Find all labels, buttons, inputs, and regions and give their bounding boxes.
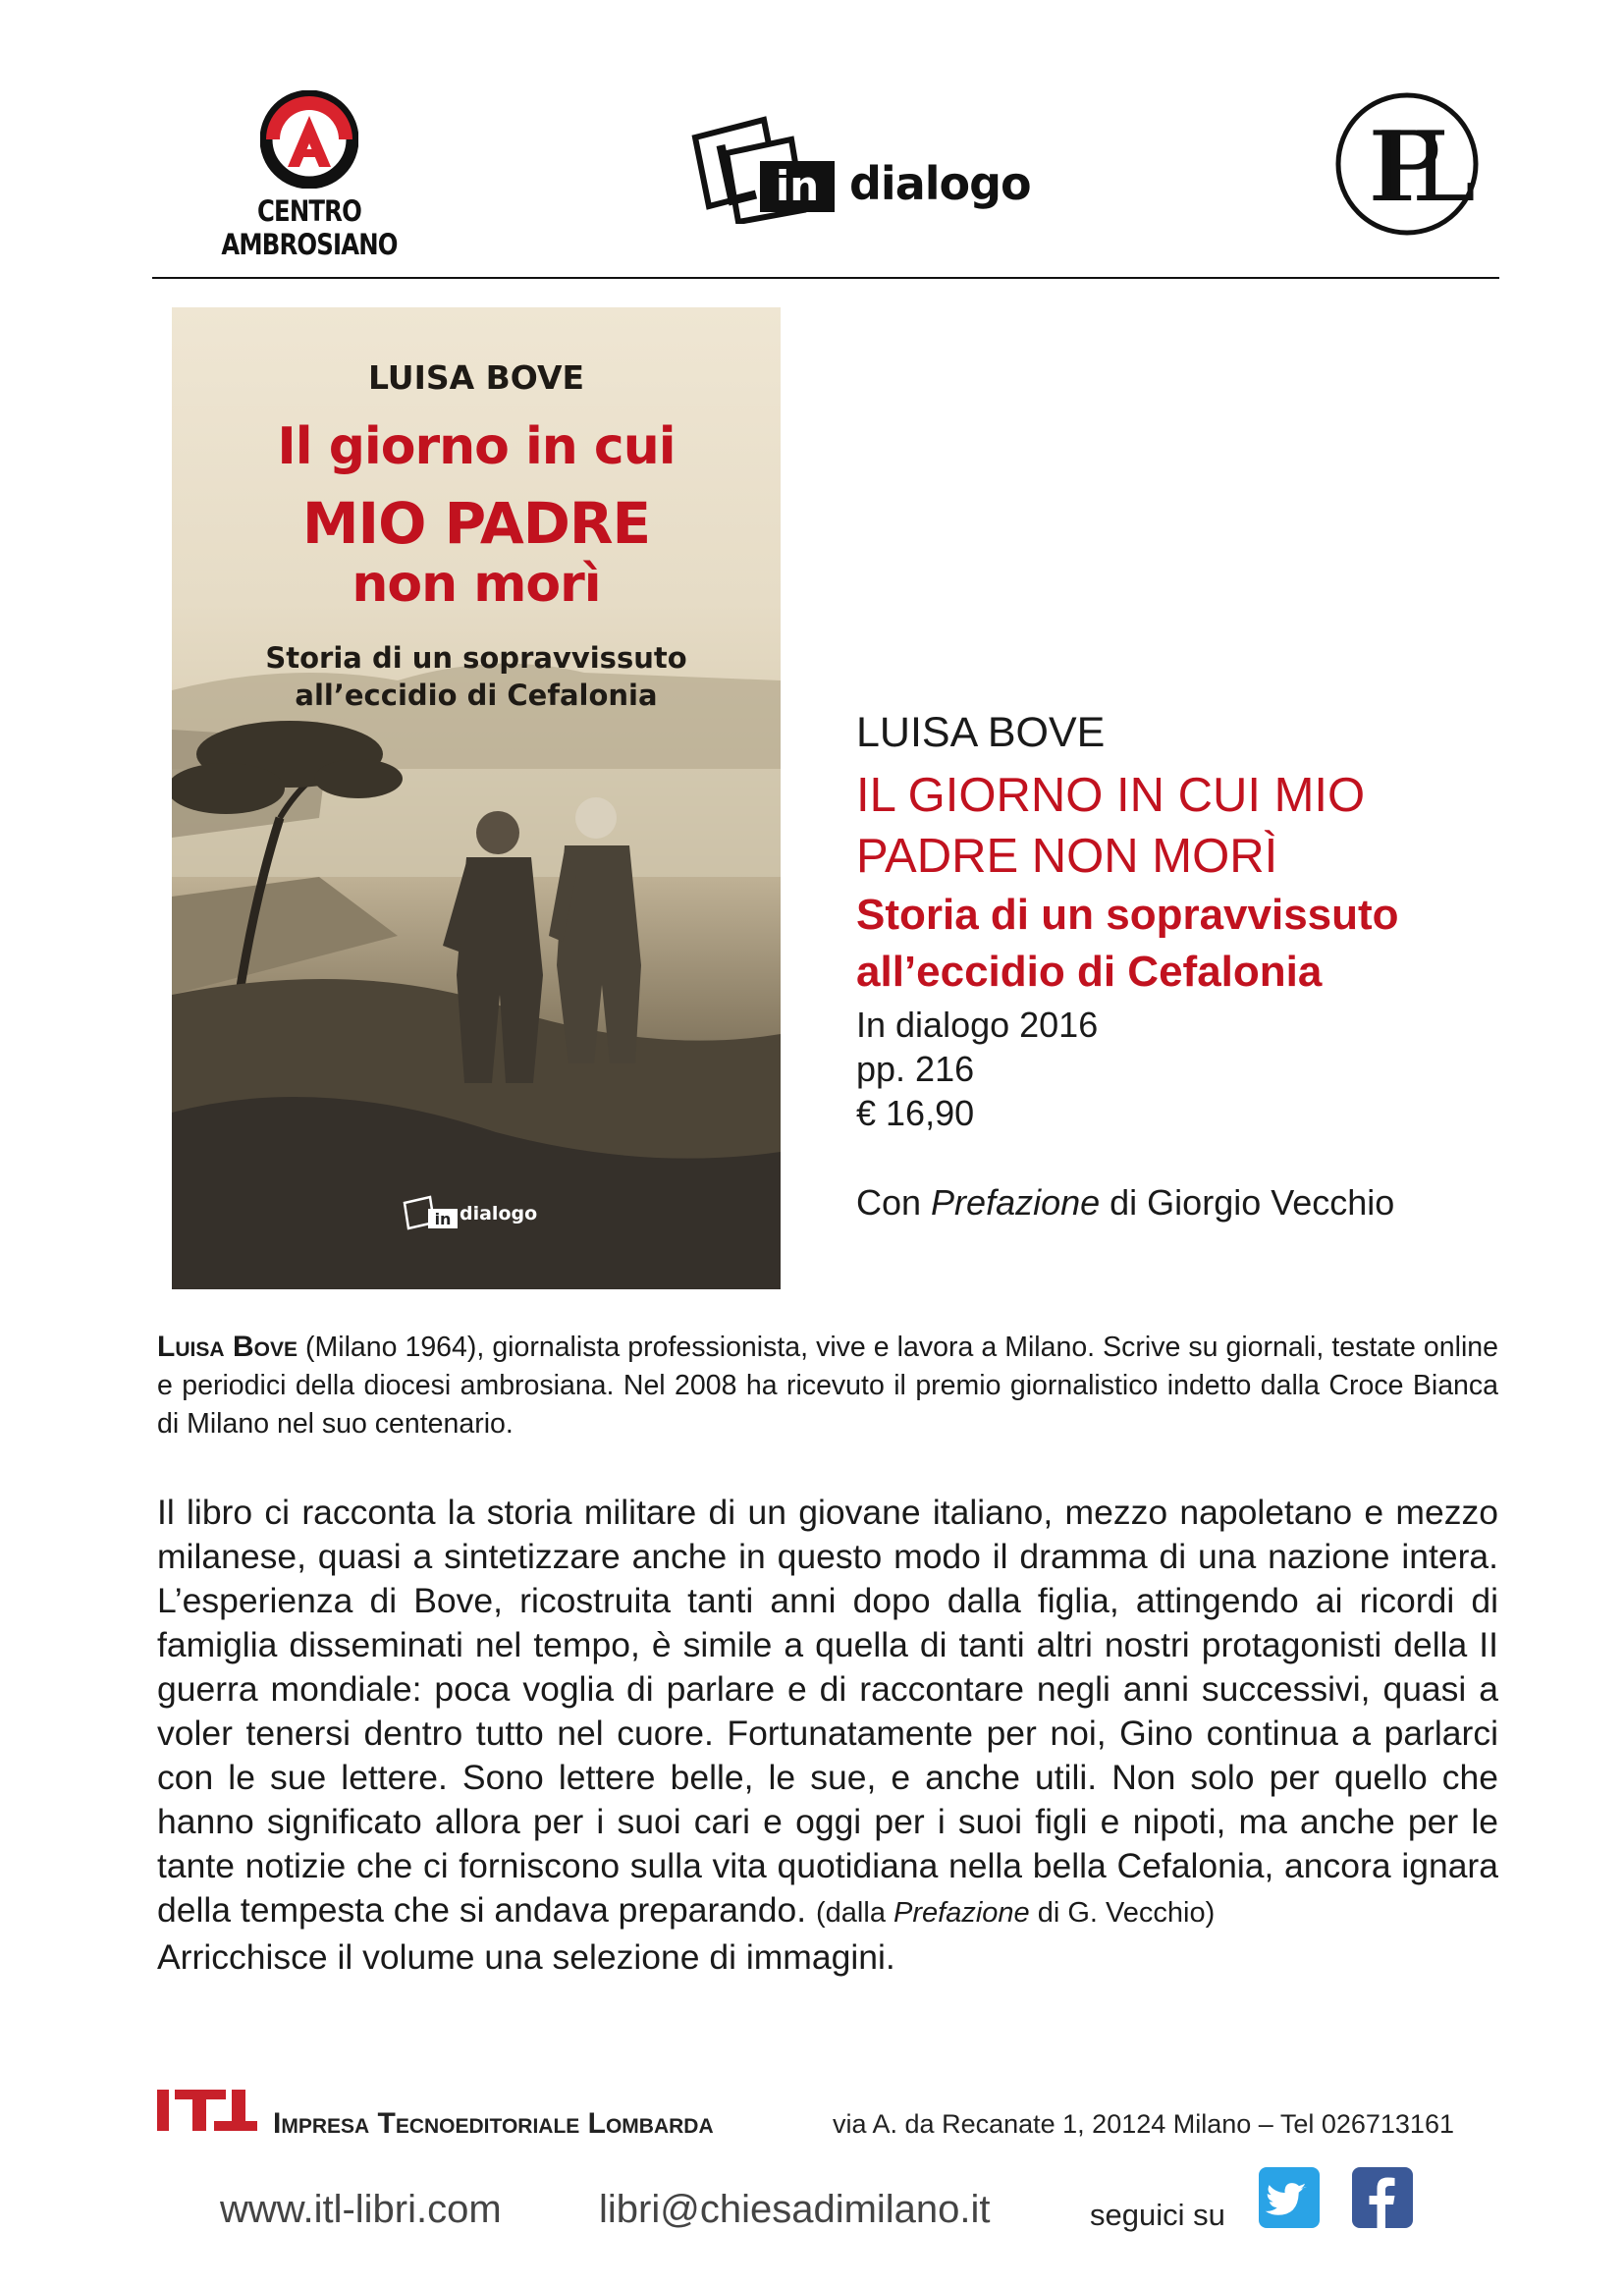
centro-ambrosiano-label: CENTRO AMBROSIANO — [221, 194, 398, 261]
book-title-line-2: PADRE NON MORÌ — [856, 830, 1278, 883]
centro-ambrosiano-logo — [162, 90, 457, 261]
book-title-line-1: IL GIORNO IN CUI MIO — [856, 769, 1366, 822]
book-subtitle-line-2: all’eccidio di Cefalonia — [856, 948, 1323, 996]
in-dialogo-box-text: in — [775, 162, 820, 210]
facebook-icon[interactable] — [1352, 2167, 1413, 2228]
book-cover — [172, 307, 781, 1289]
cover-publisher-logo — [403, 1195, 560, 1234]
in-dialogo-logo — [687, 116, 1060, 234]
cover-title-line-2: MIO PADRE — [301, 490, 651, 557]
cover-title-line-1: Il giorno in cui — [277, 417, 676, 476]
itl-company-name: Impresa Tecnoeditoriale Lombarda — [273, 2107, 714, 2140]
itl-address: via A. da Recanate 1, 20124 Milano – Tel 026713161 — [833, 2109, 1454, 2139]
book-price: € 16,90 — [856, 1093, 975, 1133]
ipl-logo — [1333, 90, 1481, 238]
cover-publisher-word: dialogo — [460, 1203, 538, 1225]
cover-subtitle-line-2: all’eccidio di Cefalonia — [295, 679, 658, 712]
source-word: Prefazione — [893, 1897, 1030, 1929]
book-author: LUISA BOVE — [856, 709, 1106, 756]
itl-emblem-icon — [157, 2090, 257, 2131]
book-description — [157, 1491, 1498, 1980]
cover-author: LUISA BOVE — [367, 358, 585, 397]
bio-author-name: Luisa Bove — [157, 1331, 298, 1363]
cover-subtitle-line-1: Storia di un sopravvissuto — [265, 641, 687, 675]
book-preface-credit — [856, 1182, 1394, 1224]
cover-publisher-box-text: in — [434, 1210, 452, 1228]
author-bio — [157, 1328, 1498, 1443]
book-subtitle-line-1: Storia di un sopravvissuto — [856, 891, 1399, 939]
email-link[interactable]: libri@chiesadimilano.it — [599, 2188, 991, 2231]
ipl-emblem-icon — [1333, 90, 1481, 238]
preface-word: Prefazione — [931, 1182, 1101, 1223]
cover-title-line-3: non morì — [352, 555, 601, 614]
source-suffix: di G. Vecchio) — [1029, 1897, 1216, 1929]
website-link[interactable]: www.itl-libri.com — [220, 2188, 502, 2231]
follow-label: seguici su — [1090, 2198, 1225, 2232]
book-pages: pp. 216 — [856, 1049, 975, 1089]
in-dialogo-word: dialogo — [849, 157, 1031, 210]
source-prefix: (dalla — [816, 1897, 894, 1929]
bio-text: (Milano 1964), giornalista professionista, vive e lavora a Milano. Scrive su giornali, testate online e periodici della diocesi ambrosiana. Nel 2008 ha ricevuto il premio giornalistico indetto dalla Croce Bianca di Milano nel suo centenario. — [157, 1332, 1498, 1440]
header-divider — [152, 277, 1499, 279]
in-dialogo-emblem-icon — [687, 116, 844, 224]
preface-suffix: di Giorgio Vecchio — [1100, 1182, 1395, 1223]
description-source — [816, 1897, 1215, 1929]
description-text: Il libro ci racconta la storia militare di un giovane italiano, mezzo napoletano e mezzo milanese, quasi a sintetizzare anche in questo modo il dramma di una nazione intera. L’esperienza di Bove, ricostruita tanti anni dopo dalla figlia, attingendo ai ricordi di famiglia disseminati nel tempo, è simile a quella di tanti altri nostri protagonisti della II guerra mondiale: poca voglia di parlare e di raccontare negli anni successivi, quasi a voler tenersi dentro tutto nel cuore. Fortunatamente per noi, Gino continua a parlarci con le sue lettere. Sono lettere belle, le sue, e anche utili. Non solo per quello che hanno significato allora per i suoi cari e oggi per i suoi figli e nipoti, ma anche per le tante notizie che ci forniscono sulla vita quotidiana nella bella Cefalonia, ancora ignara della tempesta che si andava preparando. — [157, 1493, 1498, 1930]
ipl-letters: IPL — [1368, 112, 1446, 224]
centro-ambrosiano-emblem-icon — [260, 90, 358, 189]
twitter-icon[interactable] — [1259, 2167, 1320, 2228]
preface-prefix: Con — [856, 1182, 932, 1223]
itl-logo — [157, 2090, 257, 2131]
book-publisher: In dialogo 2016 — [856, 1005, 1099, 1045]
cover-publisher-emblem-icon — [403, 1195, 461, 1234]
description-closing: Arricchisce il volume una selezione di immagini. — [157, 1937, 895, 1977]
